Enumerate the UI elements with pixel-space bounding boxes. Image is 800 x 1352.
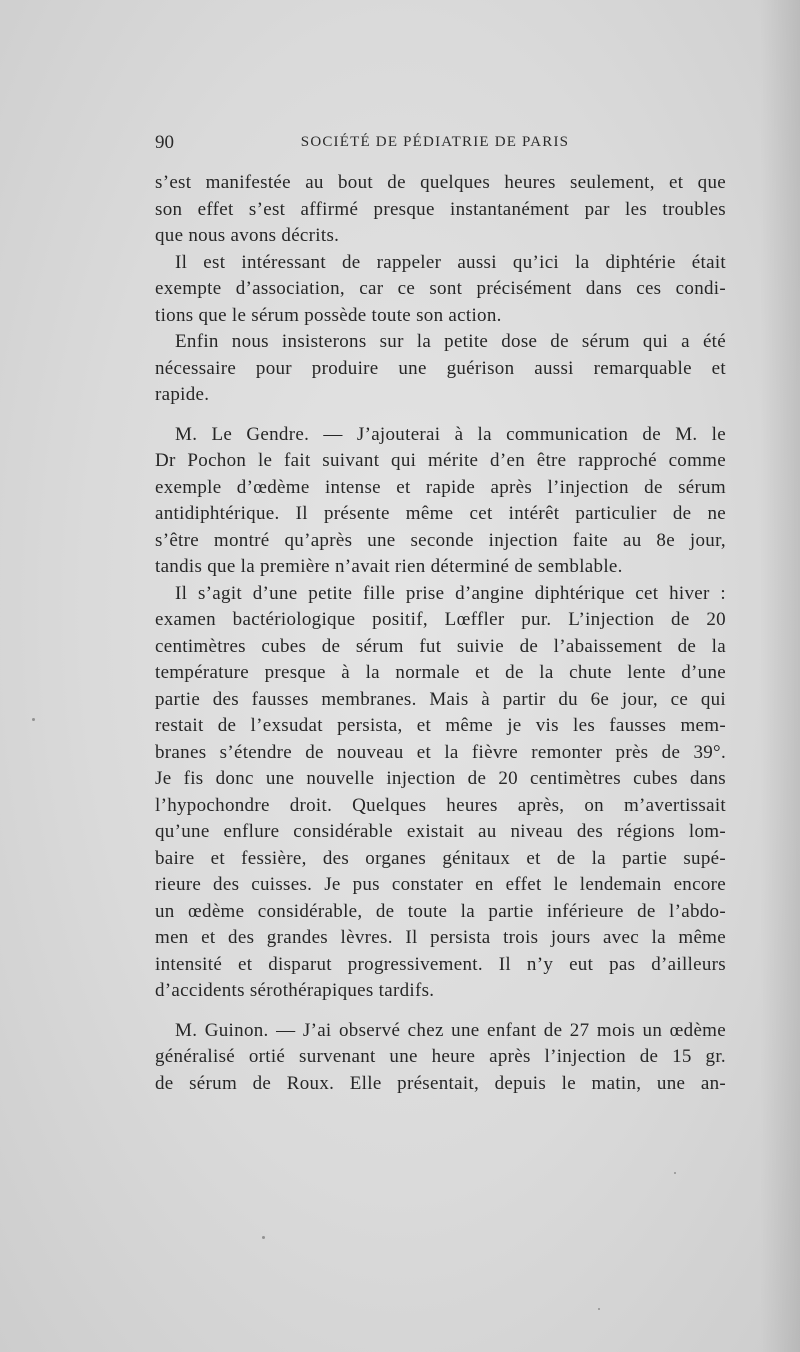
text-line: centimètres cubes de sérum fut suivie de l’abaissement de la: [155, 635, 726, 657]
paper-speck: [674, 1172, 676, 1174]
paper-speck: [598, 1308, 600, 1310]
text-line: branes s’étendre de nouveau et la fièvre remonter près de 39°.: [155, 741, 726, 763]
paragraph-6: [155, 1018, 726, 1098]
text-line: d’accidents sérothérapiques tardifs.: [155, 980, 435, 1001]
text-line: que nous avons décrits.: [155, 225, 340, 246]
body-text: [155, 170, 726, 1097]
text-line: s’est manifestée au bout de quelques heures seulement, et que: [155, 172, 726, 193]
text-line: nécessaire pour produire une guérison aussi remarquable et: [155, 357, 726, 379]
page-number: 90: [155, 132, 174, 153]
paper-speck: [32, 718, 35, 721]
page-header: [155, 132, 715, 156]
paragraph-5: [155, 581, 726, 1005]
text-line: antidiphtérique. Il présente même cet intérêt particulier de ne: [155, 503, 726, 524]
text-line: Il est intéressant de rappeler aussi qu’ici la diphtérie était: [175, 251, 726, 273]
paragraph-gap: [155, 1005, 726, 1018]
text-line: son effet s’est affirmé presque instantanément par les troubles: [155, 198, 726, 220]
page-edge-shadow: [760, 0, 800, 1352]
text-line: Dr Pochon le fait suivant qui mérite d’en être rapproché comme: [155, 450, 726, 471]
text-line: un œdème considérable, de toute la partie inférieure de l’abdo-: [155, 900, 726, 922]
text-line: Je fis donc une nouvelle injection de 20 centimètres cubes dans: [155, 768, 726, 789]
text-line: rapide.: [155, 384, 210, 405]
text-line: généralisé ortié survenant une heure après l’injection de 15 gr.: [155, 1046, 726, 1067]
paragraph-gap: [155, 409, 726, 422]
text-line: tandis que la première n’avait rien déterminé de semblable.: [155, 556, 623, 577]
paper-speck: [262, 1236, 265, 1239]
text-line: de sérum de Roux. Elle présentait, depuis le matin, une an-: [155, 1072, 726, 1094]
paragraph-2: [155, 250, 726, 330]
paragraph-4: [155, 422, 726, 581]
text-line: tions que le sérum possède toute son action.: [155, 304, 502, 326]
text-line: Il s’agit d’une petite fille prise d’angine diphtérique cet hiver :: [175, 582, 726, 604]
text-line: examen bactériologique positif, Lœffler pur. L’injection de 20: [155, 609, 726, 630]
text-line: M. Le Gendre. — J’ajouterai à la communication de M. le: [175, 423, 726, 445]
text-line: s’être montré qu’après une seconde injection faite au 8e jour,: [155, 529, 726, 551]
paragraph-1: [155, 170, 726, 250]
text-line: M. Guinon. — J’ai observé chez une enfant de 27 mois un œdème: [175, 1019, 726, 1041]
text-line: partie des fausses membranes. Mais à partir du 6e jour, ce qui: [155, 688, 726, 710]
text-line: baire et fessière, des organes génitaux et de la partie supé-: [155, 847, 726, 869]
text-line: température presque à la normale et de la chute lente d’une: [155, 662, 726, 683]
text-line: rieure des cuisses. Je pus constater en effet le lendemain encore: [155, 874, 726, 895]
text-line: Enfin nous insisterons sur la petite dose de sérum qui a été: [175, 331, 726, 352]
text-line: qu’une enflure considérable existait au niveau des régions lom-: [155, 821, 726, 842]
text-line: restait de l’exsudat persista, et même je vis les fausses mem-: [155, 715, 726, 736]
text-line: men et des grandes lèvres. Il persista trois jours avec la même: [155, 927, 726, 948]
text-line: exempte d’association, car ce sont précisément dans ces condi-: [155, 278, 726, 299]
text-line: exemple d’œdème intense et rapide après l’injection de sérum: [155, 476, 726, 498]
text-line: l’hypochondre droit. Quelques heures après, on m’avertissait: [155, 794, 726, 816]
paragraph-3: [155, 329, 726, 409]
running-head: SOCIÉTÉ DE PÉDIATRIE DE PARIS: [300, 134, 570, 150]
text-line: intensité et disparut progressivement. Il n’y eut pas d’ailleurs: [155, 953, 726, 975]
